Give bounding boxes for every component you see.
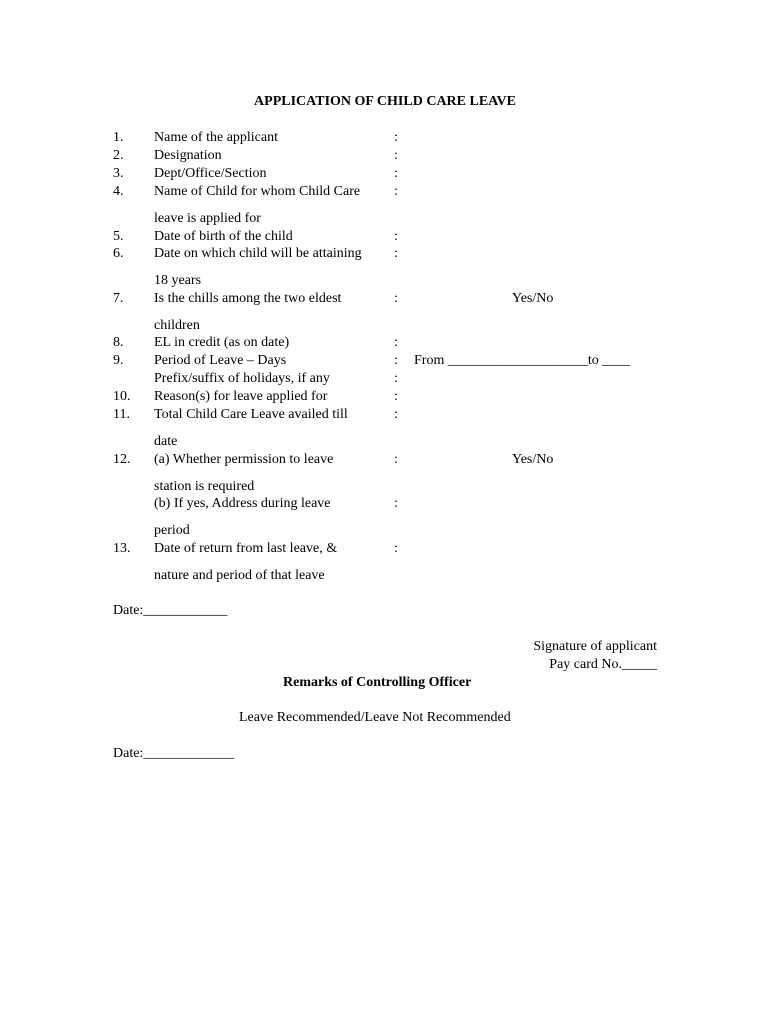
- item-colon: :: [394, 389, 398, 404]
- item-label: Name of the applicant: [154, 130, 279, 145]
- pay-card-number: Pay card No._____: [549, 657, 657, 672]
- item-label: (a) Whether permission to leave: [154, 452, 334, 467]
- item-label-continued: station is required: [154, 479, 255, 494]
- item-label: Date of return from last leave, &: [154, 541, 338, 556]
- item-label: EL in credit (as on date): [154, 335, 290, 350]
- item-number: 7.: [113, 291, 124, 306]
- item-label: Reason(s) for leave applied for: [154, 389, 328, 404]
- item-label: Is the chills among the two eldest: [154, 291, 342, 306]
- yes-no-option: Yes/No: [512, 452, 554, 467]
- item-colon: :: [394, 407, 398, 422]
- item-label: Name of Child for whom Child Care: [154, 184, 361, 199]
- form-title: APPLICATION OF CHILD CARE LEAVE: [254, 94, 516, 109]
- officer-date-line: Date:_____________: [113, 746, 235, 761]
- item-colon: :: [394, 148, 398, 163]
- item-number: 1.: [113, 130, 124, 145]
- item-colon: :: [394, 371, 398, 386]
- recommendation-text: Leave Recommended/Leave Not Recommended: [239, 710, 511, 725]
- item-label: Date on which child will be attaining: [154, 246, 362, 261]
- item-label-continued: leave is applied for: [154, 211, 261, 226]
- item-label: Total Child Care Leave availed till: [154, 407, 348, 422]
- item-label-continued: nature and period of that leave: [154, 568, 325, 583]
- item-number: 10.: [113, 389, 131, 404]
- item-colon: :: [394, 166, 398, 181]
- item-colon: :: [394, 353, 398, 368]
- item-label: Dept/Office/Section: [154, 166, 267, 181]
- item-number: 6.: [113, 246, 124, 261]
- item-label-continued: period: [154, 523, 190, 538]
- yes-no-option: Yes/No: [512, 291, 554, 306]
- item-number: 11.: [113, 407, 130, 422]
- remarks-heading: Remarks of Controlling Officer: [283, 675, 472, 690]
- item-label: Prefix/suffix of holidays, if any: [154, 371, 330, 386]
- item-colon: :: [394, 291, 398, 306]
- item-number: 5.: [113, 229, 124, 244]
- item-colon: :: [394, 184, 398, 199]
- item-number: 3.: [113, 166, 124, 181]
- item-number: 13.: [113, 541, 131, 556]
- item-colon: :: [394, 335, 398, 350]
- item-number: 12.: [113, 452, 131, 467]
- item-label: Date of birth of the child: [154, 229, 293, 244]
- item-label-continued: date: [154, 434, 178, 449]
- item-label: Designation: [154, 148, 222, 163]
- item-number: 8.: [113, 335, 124, 350]
- item-number: 9.: [113, 353, 124, 368]
- item-colon: :: [394, 541, 398, 556]
- item-colon: :: [394, 229, 398, 244]
- signature-of-applicant: Signature of applicant: [533, 639, 657, 654]
- item-colon: :: [394, 130, 398, 145]
- item-colon: :: [394, 246, 398, 261]
- item-colon: :: [394, 452, 398, 467]
- leave-period-fill-line: From ____________________to ____: [414, 353, 631, 368]
- item-label-continued: 18 years: [154, 273, 202, 288]
- item-label: (b) If yes, Address during leave: [154, 496, 331, 511]
- item-label-continued: children: [154, 318, 200, 333]
- item-number: 2.: [113, 148, 124, 163]
- applicant-date-line: Date:____________: [113, 603, 228, 618]
- item-number: 4.: [113, 184, 124, 199]
- item-label: Period of Leave – Days: [154, 353, 287, 368]
- item-colon: :: [394, 496, 398, 511]
